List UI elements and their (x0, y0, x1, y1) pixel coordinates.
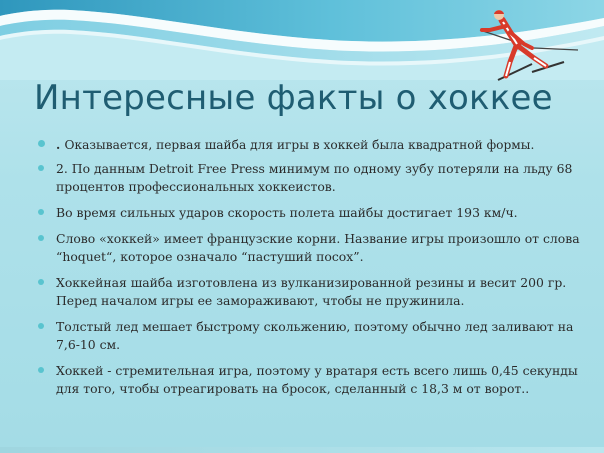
bullet-dot-icon (38, 235, 44, 241)
bullet-dot-icon (38, 209, 44, 215)
slide-title: Интересные факты о хоккее (34, 78, 553, 118)
fact-text: Хоккейная шайба изготовлена из вулканизированной резины и весит 200 гр. Перед началом игры ее замораживают, чтобы не пружинила. (56, 275, 567, 308)
bottom-band (0, 447, 604, 453)
bullet-dot-icon (38, 140, 45, 147)
fact-text: Толстый лед мешает быстрому скольжению, поэтому обычно лед заливают на 7,6-10 см. (56, 319, 574, 352)
fact-item-5 (36, 274, 584, 310)
bullet-dot-icon (38, 367, 44, 373)
fact-item-1 (36, 136, 584, 154)
fact-item-4 (36, 230, 584, 266)
fact-item-2 (36, 160, 584, 196)
bullet-dot-icon (38, 279, 44, 285)
fact-lead: . (56, 138, 65, 152)
bullet-dot-icon (38, 165, 44, 171)
fact-text: Во время сильных ударов скорость полета шайбы достигает 193 км/ч. (56, 205, 518, 220)
fact-text: Хоккей - стремительная игра, поэтому у вратаря есть всего лишь 0,45 секунды для того, чтобы отреагировать на бросок, сделанный с 18,3 м от ворот.. (56, 363, 578, 396)
bullet-dot-icon (38, 323, 44, 329)
fact-text: Слово «хоккей» имеет французские корни. Название игры произошло от слова “hoquet“, которое означало “пастуший посох”. (56, 231, 580, 264)
fact-text: Оказывается, первая шайба для игры в хоккей была квадратной формы. (64, 138, 535, 152)
fact-text: 2. По данным Detroit Free Press минимум по одному зубу потеряли на льду 68 процентов профессиональных хоккеистов. (56, 161, 573, 194)
fact-item-6 (36, 318, 584, 354)
facts-list (36, 136, 584, 406)
fact-item-3 (36, 204, 584, 222)
fact-item-7 (36, 362, 584, 398)
